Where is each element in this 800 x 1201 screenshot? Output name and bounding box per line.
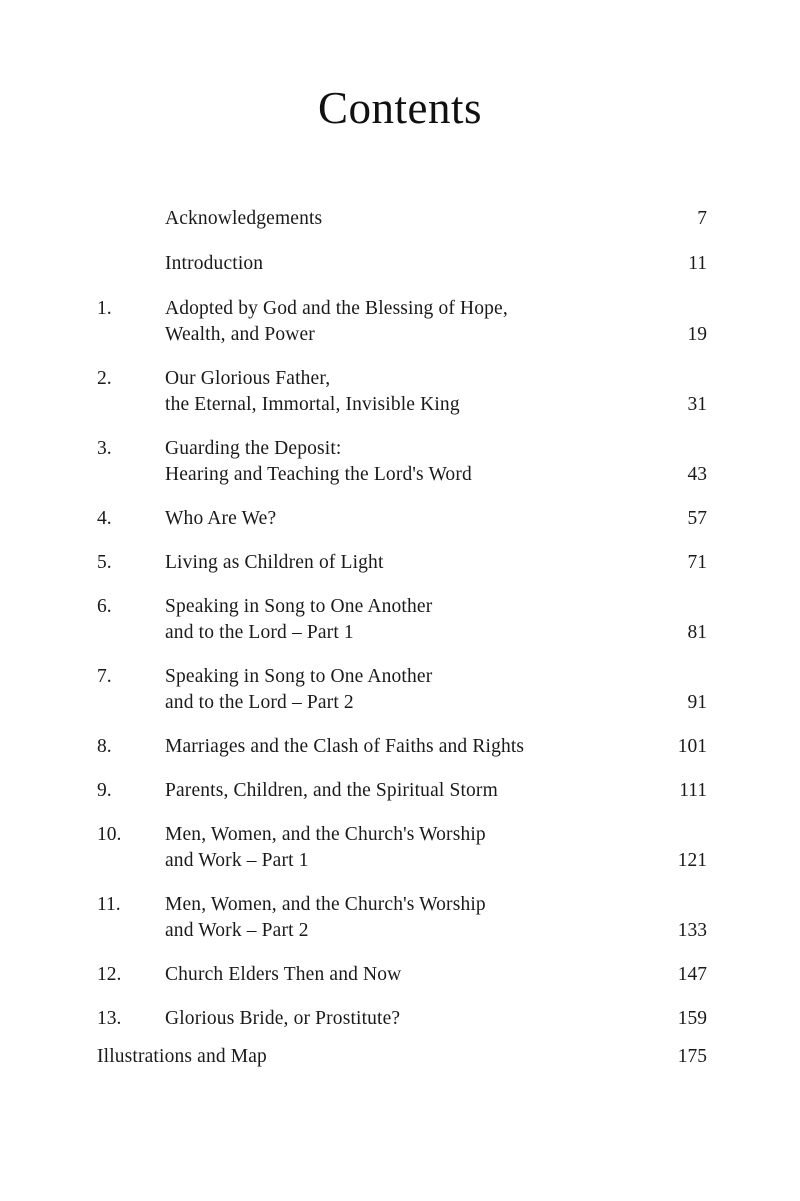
- toc-entry-title: [165, 778, 649, 804]
- toc-page-number-value: 57: [687, 508, 707, 529]
- back-matter-title[interactable]: Illustrations and Map: [97, 1046, 267, 1067]
- toc-entry-number: 10.: [97, 824, 122, 845]
- toc-page-number-value: 31: [687, 394, 707, 415]
- toc-entry-page-number: [649, 778, 707, 804]
- toc-entry-title: [165, 1006, 649, 1032]
- toc-entry-title-line: and Work – Part 1: [165, 850, 309, 871]
- toc-entry[interactable]: [97, 296, 707, 348]
- toc-entry-title-line: Guarding the Deposit:: [165, 438, 342, 459]
- toc-entry-title-line: Men, Women, and the Church's Worship: [165, 824, 486, 845]
- toc-entry-title-line: and to the Lord – Part 2: [165, 692, 354, 713]
- toc-page-number-value: 71: [687, 552, 707, 573]
- toc-entry[interactable]: [97, 594, 707, 646]
- toc-entry-title-line: the Eternal, Immortal, Invisible King: [165, 394, 460, 415]
- toc-entry-number: 9.: [97, 780, 112, 801]
- toc-entry-title-line: Acknowledgements: [165, 208, 323, 229]
- toc-entry[interactable]: [97, 892, 707, 944]
- toc-entry[interactable]: [97, 506, 707, 532]
- toc-entry-number: 5.: [97, 552, 112, 573]
- toc-entry-title-line: Our Glorious Father,: [165, 368, 331, 389]
- toc-entry-title-line: Glorious Bride, or Prostitute?: [165, 1008, 401, 1029]
- toc-entry-title-line: Wealth, and Power: [165, 324, 315, 345]
- toc-entry-title: [165, 296, 649, 348]
- toc-entry-page-number: [649, 822, 707, 874]
- toc-entry-title-line: Introduction: [165, 253, 264, 274]
- toc-entry-title: [165, 734, 649, 760]
- toc-entry-title: [165, 366, 649, 418]
- toc-entry-page-number: [649, 366, 707, 418]
- toc-entry-page-number: [649, 251, 707, 277]
- toc-entry-title-line: and Work – Part 2: [165, 920, 309, 941]
- toc-entry-number: 3.: [97, 438, 112, 459]
- toc-entry-page-number: [649, 664, 707, 716]
- toc-entry-number: 13.: [97, 1008, 122, 1029]
- toc-entry[interactable]: [97, 251, 707, 277]
- back-matter-page-number: 175: [677, 1046, 707, 1067]
- toc-entry-title: [165, 594, 649, 646]
- toc-entry-title: [165, 506, 649, 532]
- toc-entry-page-number: [649, 206, 707, 232]
- toc-entry-title: [165, 822, 649, 874]
- toc-page-number-value: 147: [677, 964, 707, 985]
- toc-entry[interactable]: [97, 206, 707, 232]
- toc-entry-number: 12.: [97, 964, 122, 985]
- toc-page-number-value: 133: [677, 920, 707, 941]
- toc-page-number-value: 81: [687, 622, 707, 643]
- toc-entry-title-line: Parents, Children, and the Spiritual Storm: [165, 780, 498, 801]
- table-of-contents: [97, 206, 707, 1050]
- toc-entry-title-line: Adopted by God and the Blessing of Hope,: [165, 298, 508, 319]
- toc-entry-title-line: Speaking in Song to One Another: [165, 666, 433, 687]
- toc-entry-title: [165, 436, 649, 488]
- toc-entry[interactable]: [97, 1006, 707, 1032]
- toc-entry-title: [165, 664, 649, 716]
- toc-entry-number: 6.: [97, 596, 112, 617]
- toc-entry-number: 4.: [97, 508, 112, 529]
- toc-entry-title: [165, 251, 649, 277]
- toc-entry[interactable]: [97, 822, 707, 874]
- toc-entry-number: 7.: [97, 666, 112, 687]
- toc-entry-title: [165, 550, 649, 576]
- toc-entry-number: 8.: [97, 736, 112, 757]
- toc-entry-title-line: Who Are We?: [165, 508, 277, 529]
- toc-entry-page-number: [649, 1006, 707, 1032]
- toc-entry-title-line: Church Elders Then and Now: [165, 964, 402, 985]
- toc-entry-page-number: [649, 550, 707, 576]
- toc-entry[interactable]: [97, 664, 707, 716]
- toc-entry-title-line: Living as Children of Light: [165, 552, 384, 573]
- toc-page-number-value: 11: [688, 253, 707, 274]
- toc-page-number-value: 101: [677, 736, 707, 757]
- toc-entry-title: [165, 892, 649, 944]
- toc-entry-page-number: [649, 436, 707, 488]
- back-matter-section: [97, 1044, 707, 1070]
- toc-entry-title-line: Speaking in Song to One Another: [165, 596, 433, 617]
- toc-entry-title: [165, 962, 649, 988]
- toc-entry-page-number: [649, 594, 707, 646]
- toc-entry-number: 11.: [97, 894, 121, 915]
- toc-entry[interactable]: [97, 778, 707, 804]
- toc-entry-title-line: Men, Women, and the Church's Worship: [165, 894, 486, 915]
- toc-page-number-value: 91: [687, 692, 707, 713]
- toc-page-number-value: 111: [679, 780, 707, 801]
- toc-page-number-value: 19: [687, 324, 707, 345]
- toc-page-number-value: 159: [677, 1008, 707, 1029]
- toc-page-number-value: 43: [687, 464, 707, 485]
- toc-entry[interactable]: [97, 962, 707, 988]
- toc-entry-title-line: Marriages and the Clash of Faiths and Rights: [165, 736, 525, 757]
- toc-entry-title: [165, 206, 649, 232]
- toc-entry[interactable]: [97, 550, 707, 576]
- toc-entry-number: 2.: [97, 368, 112, 389]
- toc-entry-page-number: [649, 892, 707, 944]
- toc-entry-title-line: Hearing and Teaching the Lord's Word: [165, 464, 472, 485]
- toc-entry[interactable]: [97, 436, 707, 488]
- toc-page-number-value: 7: [697, 208, 707, 229]
- page-title: Contents: [317, 83, 482, 133]
- toc-entry[interactable]: [97, 734, 707, 760]
- toc-entry-page-number: [649, 296, 707, 348]
- toc-entry-page-number: [649, 962, 707, 988]
- toc-page-number-value: 121: [677, 850, 707, 871]
- toc-entry-number: 1.: [97, 298, 112, 319]
- toc-entry-page-number: [649, 734, 707, 760]
- toc-entry[interactable]: [97, 366, 707, 418]
- toc-entry-page-number: [649, 506, 707, 532]
- toc-entry-title-line: and to the Lord – Part 1: [165, 622, 354, 643]
